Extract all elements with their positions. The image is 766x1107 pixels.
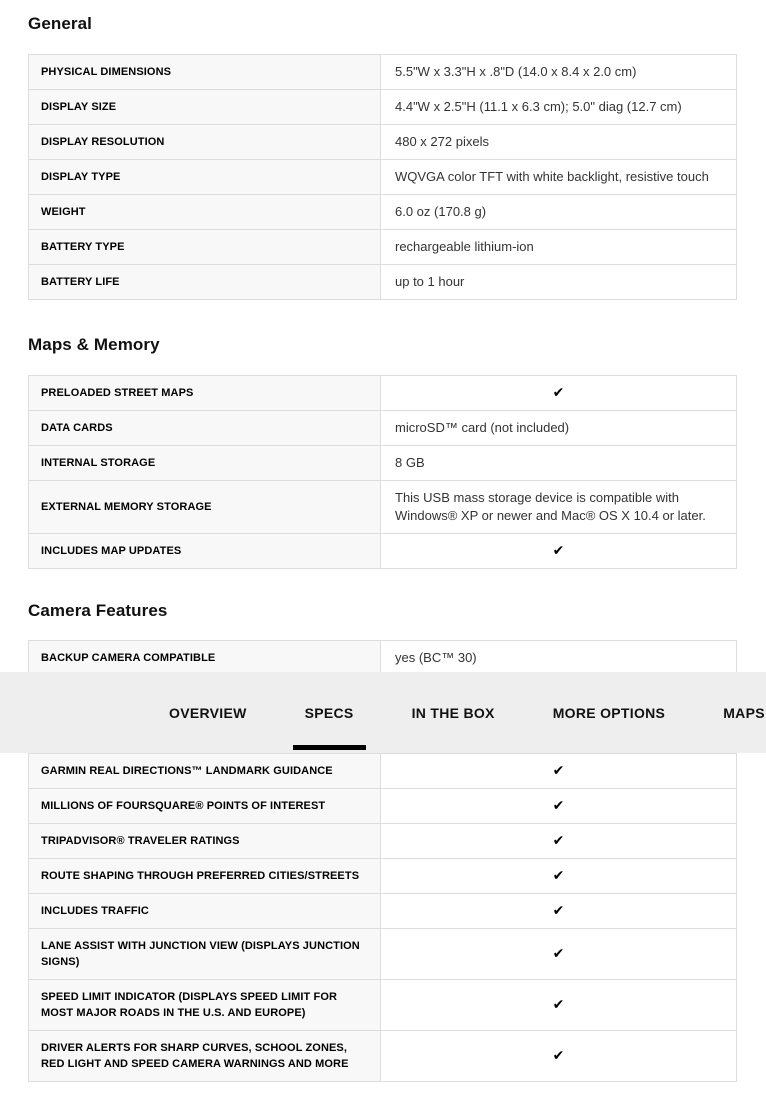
sticky-product-navbar [0, 672, 766, 753]
spec-label: BACKUP CAMERA COMPATIBLE [29, 641, 381, 675]
spec-row [29, 824, 736, 859]
spec-row [29, 55, 736, 90]
spec-row [29, 1031, 736, 1081]
spec-row [29, 265, 736, 299]
spec-row [29, 230, 736, 265]
section-heading-general: General [28, 14, 93, 33]
spec-label: PHYSICAL DIMENSIONS [29, 55, 381, 89]
spec-value: 6.0 oz (170.8 g) [395, 204, 487, 219]
checkmark-icon: ✔ [552, 997, 565, 1013]
tab-in-the-box[interactable]: IN THE BOX [411, 704, 495, 721]
spec-row [29, 446, 736, 481]
spec-label: WEIGHT [29, 195, 381, 229]
spec-label: EXTERNAL MEMORY STORAGE [29, 481, 381, 533]
spec-label: DISPLAY SIZE [29, 90, 381, 124]
checkmark-icon: ✔ [552, 833, 565, 849]
spec-label: DISPLAY RESOLUTION [29, 125, 381, 159]
spec-value: 5.5"W x 3.3"H x .8"D (14.0 x 8.4 x 2.0 cm) [395, 64, 637, 79]
spec-label: MILLIONS OF FOURSQUARE® POINTS OF INTEREST [29, 789, 381, 823]
spec-label: DRIVER ALERTS FOR SHARP CURVES, SCHOOL ZONES, RED LIGHT AND SPEED CAMERA WARNINGS AND MORE [29, 1031, 381, 1081]
checkmark-icon: ✔ [552, 868, 565, 884]
spec-row [29, 929, 736, 980]
spec-value: microSD™ card (not included) [395, 420, 570, 435]
spec-label: TRIPADVISOR® TRAVELER RATINGS [29, 824, 381, 858]
spec-value: 8 GB [395, 455, 425, 470]
spec-value: 480 x 272 pixels [395, 134, 489, 149]
spec-row [29, 980, 736, 1031]
checkmark-icon: ✔ [552, 543, 565, 559]
spec-label: DATA CARDS [29, 411, 381, 445]
spec-value: rechargeable lithium-ion [395, 239, 534, 254]
spec-label: SPEED LIMIT INDICATOR (DISPLAYS SPEED LIMIT FOR MOST MAJOR ROADS IN THE U.S. AND EUROPE) [29, 980, 381, 1030]
spec-row [29, 859, 736, 894]
active-tab-underline [293, 745, 366, 750]
checkmark-icon: ✔ [552, 385, 565, 401]
product-tabs [0, 672, 766, 753]
checkmark-icon: ✔ [552, 903, 565, 919]
spec-label: PRELOADED STREET MAPS [29, 376, 381, 410]
checkmark-icon: ✔ [552, 946, 565, 962]
spec-value: up to 1 hour [395, 274, 465, 289]
spec-value: yes (BC™ 30) [395, 650, 477, 665]
spec-label: BATTERY TYPE [29, 230, 381, 264]
tab-maps[interactable]: MAPS [723, 704, 765, 721]
checkmark-icon: ✔ [552, 763, 565, 779]
tab-specs[interactable]: SPECS [293, 672, 366, 753]
spec-label: LANE ASSIST WITH JUNCTION VIEW (DISPLAYS JUNCTION SIGNS) [29, 929, 381, 979]
navigation-features-table [28, 753, 737, 1082]
spec-label: BATTERY LIFE [29, 265, 381, 299]
spec-row [29, 641, 736, 675]
spec-value: WQVGA color TFT with white backlight, resistive touch [395, 169, 709, 184]
checkmark-icon: ✔ [552, 798, 565, 814]
spec-row [29, 160, 736, 195]
spec-row [29, 789, 736, 824]
camera-features-specs-table [28, 640, 737, 676]
spec-label: INCLUDES MAP UPDATES [29, 534, 381, 568]
spec-row [29, 534, 736, 568]
section-heading-camera-features: Camera Features [28, 601, 168, 620]
spec-row [29, 754, 736, 789]
spec-row [29, 411, 736, 446]
spec-row [29, 894, 736, 929]
spec-row [29, 125, 736, 160]
checkmark-icon: ✔ [552, 1048, 565, 1064]
spec-label: ROUTE SHAPING THROUGH PREFERRED CITIES/STREETS [29, 859, 381, 893]
spec-value: This USB mass storage device is compatible with Windows® XP or newer and Mac® OS X 10.4 or later. [395, 490, 706, 523]
spec-value: 4.4"W x 2.5"H (11.1 x 6.3 cm); 5.0" diag (12.7 cm) [395, 99, 682, 114]
general-specs-table [28, 54, 737, 300]
spec-row [29, 376, 736, 411]
spec-label: DISPLAY TYPE [29, 160, 381, 194]
tab-overview[interactable]: OVERVIEW [169, 704, 247, 721]
tab-more-options[interactable]: MORE OPTIONS [552, 704, 666, 721]
spec-label: GARMIN REAL DIRECTIONS™ LANDMARK GUIDANCE [29, 754, 381, 788]
spec-row [29, 481, 736, 534]
maps-memory-specs-table [28, 375, 737, 569]
spec-row [29, 195, 736, 230]
spec-row [29, 90, 736, 125]
section-heading-maps-memory: Maps & Memory [28, 335, 160, 354]
spec-label: INTERNAL STORAGE [29, 446, 381, 480]
spec-label: INCLUDES TRAFFIC [29, 894, 381, 928]
